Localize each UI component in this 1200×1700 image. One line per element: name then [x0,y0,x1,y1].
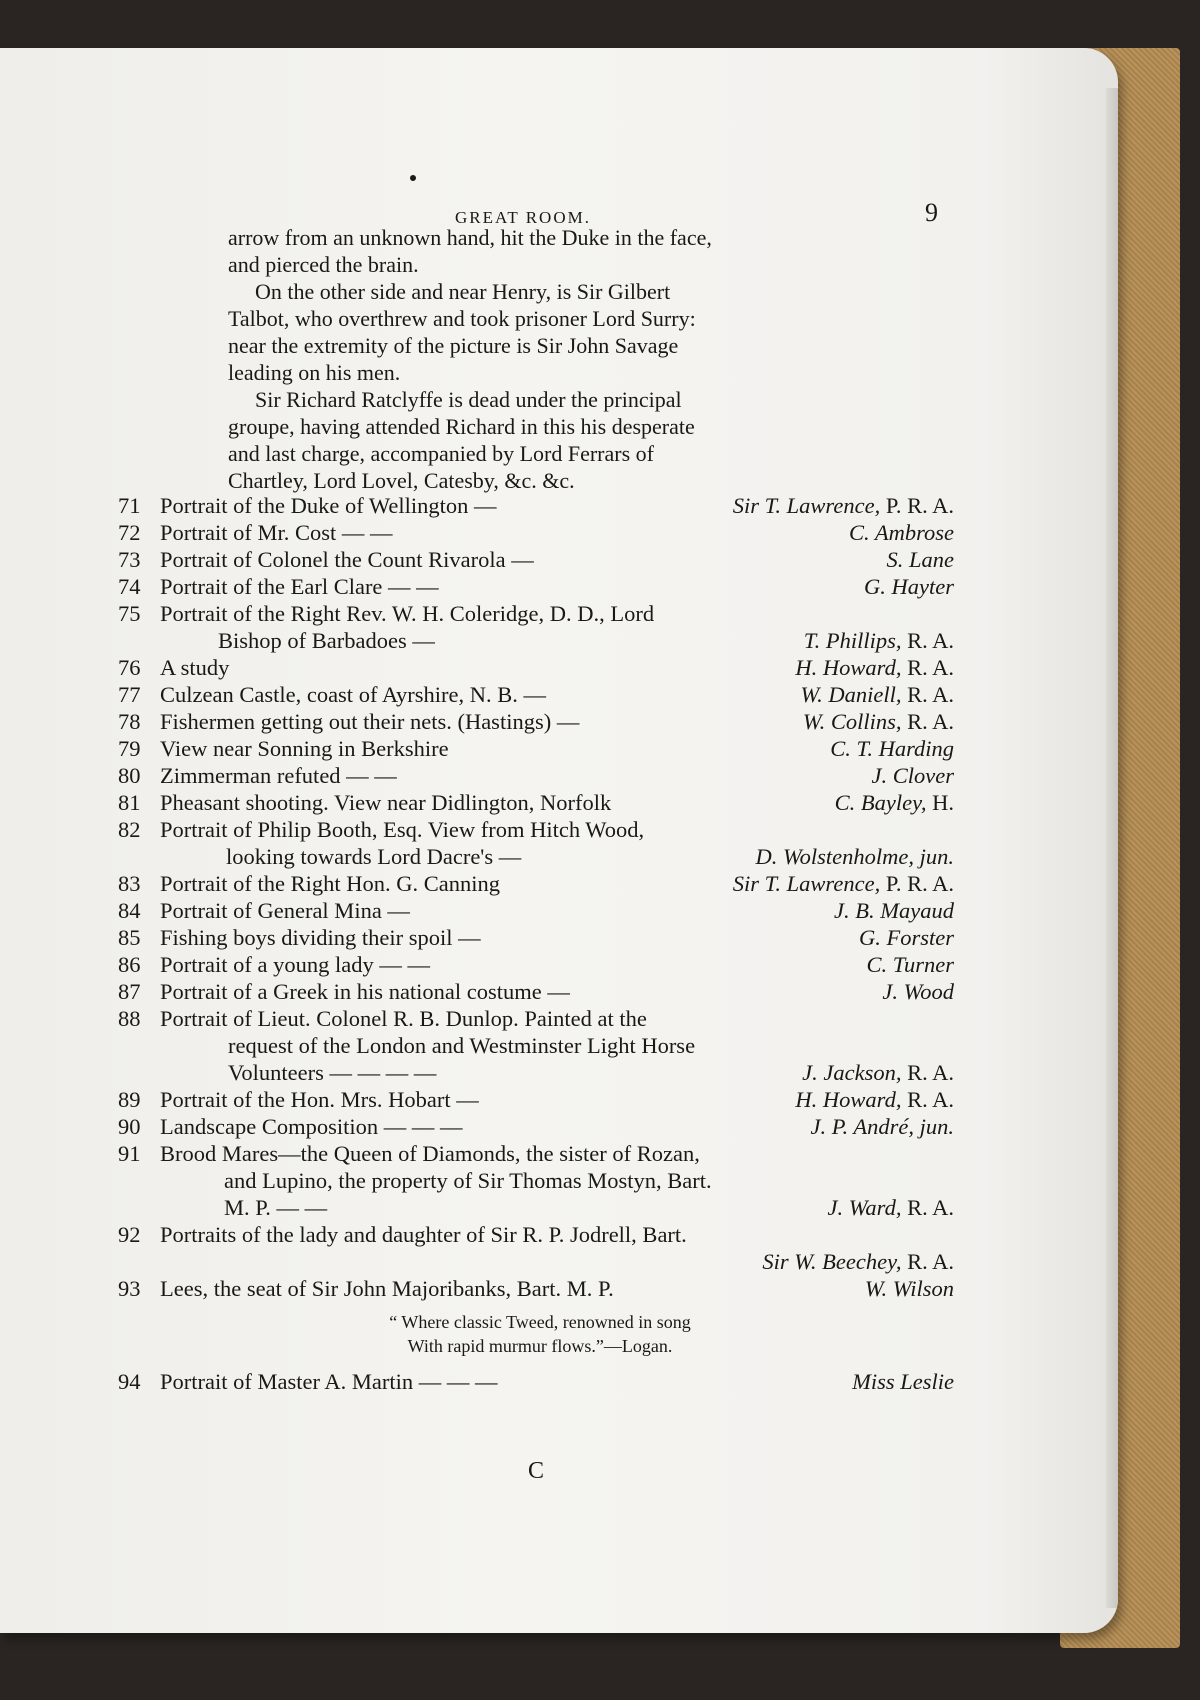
entry-number: 71 [118,493,141,518]
entry-number: 74 [118,574,141,599]
text-line: and last charge, accompanied by Lord Ferrars of [228,441,654,466]
page-edge [1106,88,1118,1608]
entry-title: Portrait of Mr. Cost — — [160,520,393,545]
entry-continuation: and Lupino, the property of Sir Thomas Mostyn, Bart. [224,1168,712,1193]
paragraph [228,278,836,386]
entry-title: Portrait of the Earl Clare — — [160,574,439,599]
entry-title: Fishermen getting out their nets. (Hastings) — [160,709,580,734]
entry-artist: G. Hayter [864,574,954,599]
entry-title: Portrait of Master A. Martin — — — [160,1369,498,1394]
entry-artist: Sir T. Lawrence, P. R. A. [732,871,954,896]
entry-number: 80 [118,763,141,788]
entry-number: 72 [118,520,141,545]
entry-artist: W. Collins, R. A. [802,709,954,734]
entry-title: Portrait of Philip Booth, Esq. View from Hitch Wood, [160,817,645,842]
entry-artist: C. Bayley, H. [834,790,954,815]
entry-title: Portrait of a Greek in his national costume — [160,979,570,1004]
entry-number: 82 [118,817,141,842]
entry-artist: W. Wilson [864,1276,954,1301]
entry-title: Portrait of the Right Hon. G. Canning [160,871,500,896]
entry-title: Culzean Castle, coast of Ayrshire, N. B. — [160,682,546,707]
quote-line: “ Where classic Tweed, renowned in song [389,1312,691,1332]
entry-title: Portrait of Colonel the Count Rivarola — [160,547,534,572]
entry-number: 92 [118,1222,141,1247]
entry-artist: Miss Leslie [852,1369,954,1394]
entry-title: Portrait of a young lady — — [160,952,430,977]
entry-artist: Sir W. Beechey, R. A. [762,1249,954,1274]
text-line: groupe, having attended Richard in this his desperate [228,414,695,439]
text-line: near the extremity of the picture is Sir John Savage [228,333,679,358]
entry-continuation: Bishop of Barbadoes — [218,628,435,653]
ink-spot [410,175,416,181]
entry-title: Portrait of Lieut. Colonel R. B. Dunlop. Painted at the [160,1006,647,1031]
entry-number: 89 [118,1087,141,1112]
entry-title: Fishing boys dividing their spoil — [160,925,481,950]
entry-title: Portrait of the Hon. Mrs. Hobart — [160,1087,479,1112]
entry-artist: G. Forster [859,925,954,950]
entry-title: Lees, the seat of Sir John Majoribanks, Bart. M. P. [160,1276,614,1301]
entry-number: 94 [118,1369,141,1394]
entry-artist: H. Howard, R. A. [795,1087,954,1112]
entry-number: 91 [118,1141,141,1166]
running-head: GREAT ROOM. [455,208,591,227]
entry-title: Portrait of the Right Rev. W. H. Coleridge, D. D., Lord [160,601,655,626]
entry-title: Brood Mares—the Queen of Diamonds, the sister of Rozan, [160,1141,700,1166]
entry-number: 76 [118,655,141,680]
text-line: and pierced the brain. [228,252,419,277]
paragraph [228,386,836,494]
text-line: arrow from an unknown hand, hit the Duke in the face, [228,225,712,250]
paragraph [228,224,836,278]
entry-continuation: M. P. — — [224,1195,328,1220]
text-line: On the other side and near Henry, is Sir Gilbert [255,279,671,304]
text-line: Talbot, who overthrew and took prisoner Lord Surry: [228,306,696,331]
text-line: leading on his men. [228,360,401,385]
entry-artist: J. P. André, jun. [810,1114,954,1139]
entry-continuation: Volunteers — — — — [228,1060,437,1085]
entry-number: 73 [118,547,141,572]
entry-artist: J. Jackson, R. A. [802,1060,954,1085]
entry-artist: H. Howard, R. A. [795,655,954,680]
entry-continuation: request of the London and Westminster Light Horse [228,1033,696,1058]
entry-number: 75 [118,601,141,626]
entry-number: 85 [118,925,141,950]
entry-artist: C. Turner [866,952,954,977]
entry-artist: J. Wood [882,979,954,1004]
entry-artist: D. Wolstenholme, jun. [755,844,954,869]
entry-title: Portrait of General Mina — [160,898,410,923]
entry-number: 87 [118,979,141,1004]
entry-artist: S. Lane [886,547,954,572]
entry-title: Zimmerman refuted — — [160,763,397,788]
entry-number: 77 [118,682,141,707]
entry-number: 79 [118,736,141,761]
entry-artist: C. T. Harding [830,736,954,761]
book-page [0,48,1118,1633]
entry-artist: C. Ambrose [848,520,954,545]
entry-number: 90 [118,1114,141,1139]
entry-title: A study [160,655,230,680]
text-line: Sir Richard Ratclyffe is dead under the principal [255,387,682,412]
entry-artist: J. Clover [871,763,954,788]
signature-mark: C [528,1458,545,1484]
entry-title: View near Sonning in Berkshire [160,736,449,761]
entry-artist: J. Ward, R. A. [827,1195,954,1220]
quote-line: With rapid murmur flows.”—Logan. [407,1336,673,1356]
entry-continuation: looking towards Lord Dacre's — [226,844,522,869]
text-line: Chartley, Lord Lovel, Catesby, &c. &c. [228,468,575,493]
entry-number: 78 [118,709,141,734]
entry-number: 81 [118,790,141,815]
entry-title: Portrait of the Duke of Wellington — [160,493,497,518]
entry-title: Portraits of the lady and daughter of Sir R. P. Jodrell, Bart. [160,1222,687,1247]
entry-number: 83 [118,871,141,896]
entry-title: Landscape Composition — — — [160,1114,463,1139]
entry-number: 84 [118,898,141,923]
page-number: 9 [925,198,938,227]
entry-artist: J. B. Mayaud [834,898,954,923]
entry-artist: T. Phillips, R. A. [803,628,954,653]
entry-title: Pheasant shooting. View near Didlington, Norfolk [160,790,612,815]
entry-number: 93 [118,1276,141,1301]
entry-number: 88 [118,1006,141,1031]
entry-artist: Sir T. Lawrence, P. R. A. [732,493,954,518]
entry-number: 86 [118,952,141,977]
verse-quote [330,1310,750,1358]
entry-artist: W. Daniell, R. A. [800,682,954,707]
